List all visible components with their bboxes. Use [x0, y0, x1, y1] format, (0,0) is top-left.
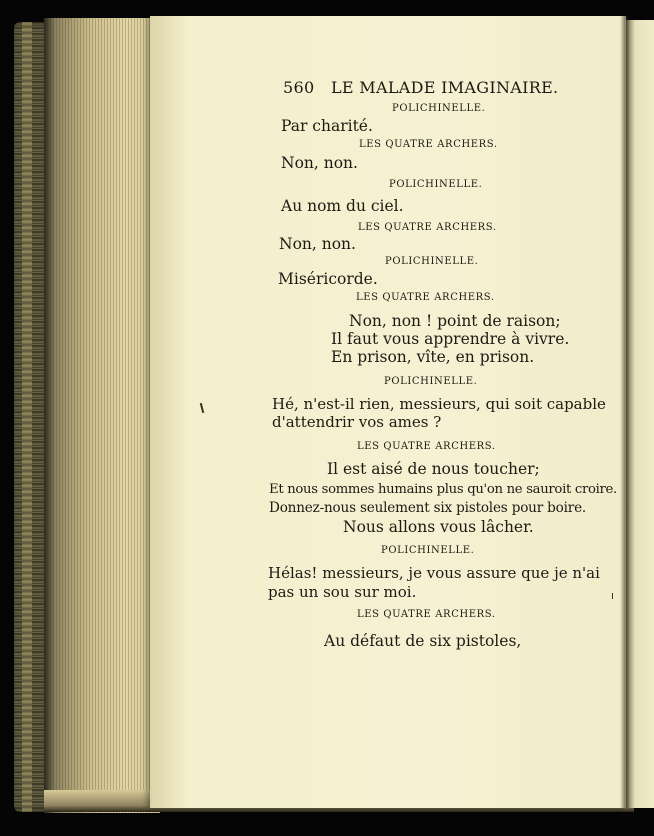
dialogue-line: Non, non ! point de raison;	[349, 312, 561, 330]
dialogue-line: Donnez-nous seulement six pistoles pour boire.	[269, 500, 587, 516]
speaker-label: LES QUATRE ARCHERS.	[359, 139, 498, 150]
dialogue-line: pas un sou sur moi.	[268, 583, 417, 601]
dialogue-line: Hé, n'est-il rien, messieurs, qui soit capable	[272, 395, 606, 413]
dialogue-line: Nous allons vous lâcher.	[343, 518, 534, 536]
dialogue-line: Par charité.	[281, 117, 373, 135]
speaker-label: POLICHINELLE.	[392, 103, 486, 114]
dialogue-line: En prison, vîte, en prison.	[331, 348, 535, 366]
speaker-label: POLICHINELLE.	[389, 179, 483, 190]
facing-page-edge	[626, 20, 654, 808]
dialogue-line: Non, non.	[281, 154, 358, 172]
dialogue-line: Miséricorde.	[278, 270, 378, 288]
dialogue-line: Et nous sommes humains plus qu'on ne sauroit croire.	[269, 482, 617, 497]
speaker-label: LES QUATRE ARCHERS.	[356, 292, 495, 303]
page-number: 560	[283, 78, 315, 97]
page-gutter	[620, 16, 630, 808]
page-block-edge	[44, 18, 160, 813]
dialogue-line: d'attendrir vos ames ?	[272, 413, 442, 431]
running-title: LE MALADE IMAGINAIRE.	[331, 78, 559, 97]
ink-speck	[612, 593, 613, 599]
speaker-label: LES QUATRE ARCHERS.	[357, 441, 496, 452]
dialogue-line: Non, non.	[279, 235, 356, 253]
dialogue-line: Au nom du ciel.	[281, 197, 404, 215]
speaker-label: POLICHINELLE.	[385, 256, 479, 267]
dialogue-line: Hélas! messieurs, je vous assure que je n'ai	[268, 564, 600, 582]
speaker-label: LES QUATRE ARCHERS.	[358, 222, 497, 233]
speaker-label: POLICHINELLE.	[384, 376, 478, 387]
speaker-label: POLICHINELLE.	[381, 545, 475, 556]
dialogue-line: Il est aisé de nous toucher;	[327, 460, 540, 478]
speaker-label: LES QUATRE ARCHERS.	[357, 609, 496, 620]
dialogue-line: Au défaut de six pistoles,	[324, 632, 522, 650]
dialogue-line: Il faut vous apprendre à vivre.	[331, 330, 570, 348]
